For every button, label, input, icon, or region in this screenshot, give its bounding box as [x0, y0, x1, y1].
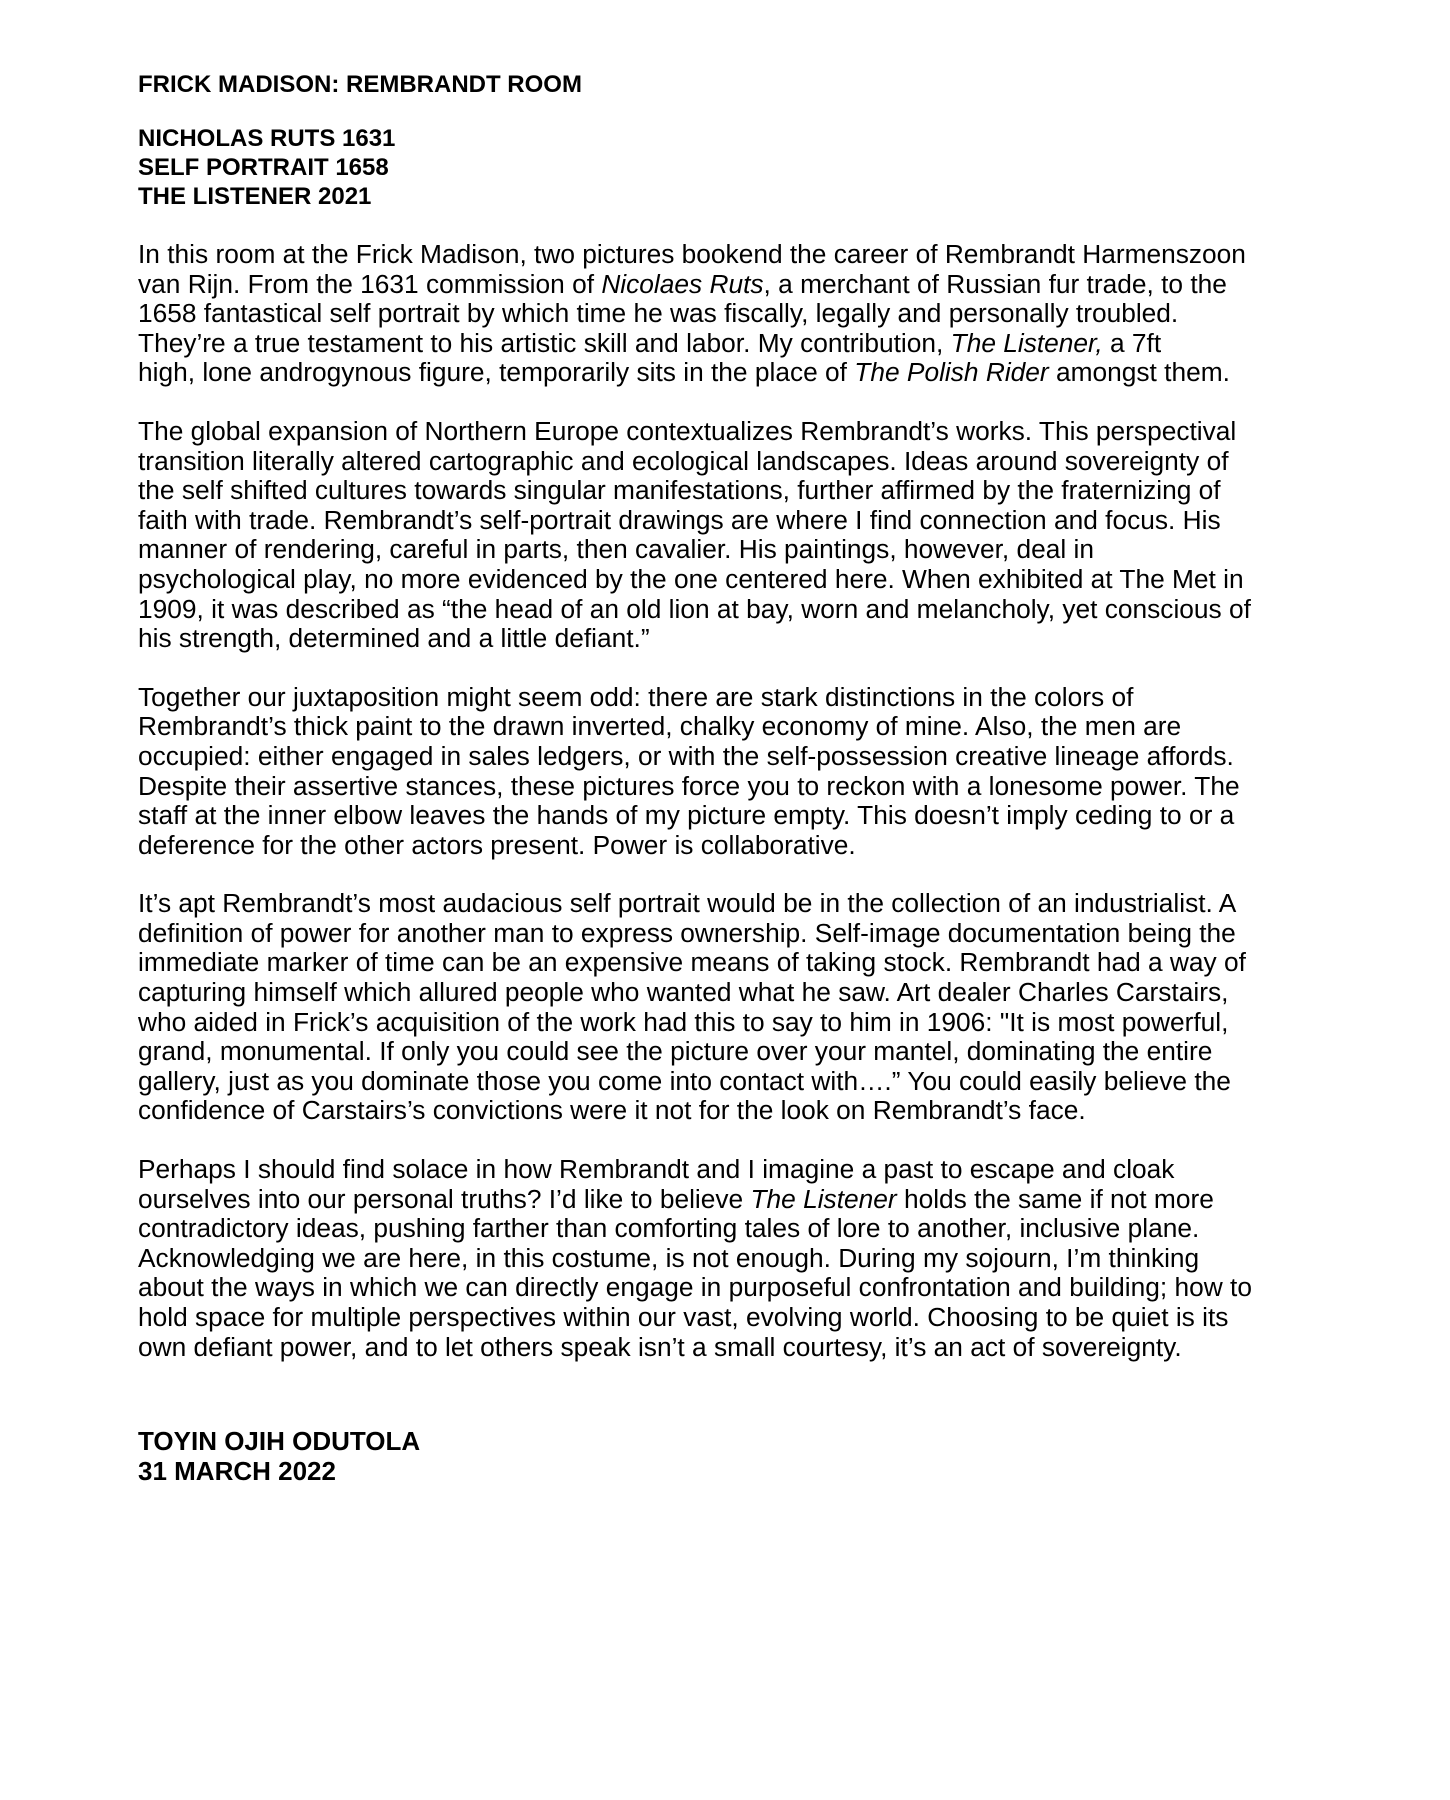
- paragraph-line: definition of power for another man to express ownership. Self-image documentation being the: [138, 917, 1236, 948]
- italic-title-the-listener: The Listener,: [950, 327, 1103, 358]
- text-run: ourselves into our personal truths? I’d like to believe: [138, 1183, 751, 1214]
- paragraph-line: occupied: either engaged in sales ledgers, or with the self-possession creative lineage affords.: [138, 740, 1234, 771]
- paragraph-line: own defiant power, and to let others speak isn’t a small courtesy, it’s an act of sovereignty.: [138, 1331, 1182, 1362]
- paragraph-line: psychological play, no more evidenced by the one centered here. When exhibited at The Met in: [138, 563, 1244, 594]
- paragraph-line: In this room at the Frick Madison, two pictures bookend the career of Rembrandt Harmenszoon: [138, 239, 1246, 269]
- paragraph-line: 1909, it was described as “the head of an old lion at bay, worn and melancholy, yet conscious of: [138, 593, 1251, 624]
- paragraph-line: [138, 270, 1313, 300]
- paragraph-line: deference for the other actors present. Power is collaborative.: [138, 829, 856, 860]
- italic-title-the-polish-rider: The Polish Rider: [854, 357, 1049, 388]
- paragraph-line: [138, 1185, 1313, 1215]
- paragraph-line: grand, monumental. If only you could see the picture over your mantel, dominating the entire: [138, 1036, 1213, 1067]
- paragraph-line: hold space for multiple perspectives within our vast, evolving world. Choosing to be quiet is its: [138, 1302, 1229, 1332]
- paragraph-5: [138, 1155, 1313, 1362]
- text-run: a 7ft: [1102, 327, 1162, 358]
- italic-title-nicolaes-ruts: Nicolaes Ruts: [601, 268, 764, 299]
- paragraph-line: faith with trade. Rembrandt’s self-portrait drawings are where I find connection and focus. His: [138, 504, 1221, 535]
- works-list: [138, 124, 1313, 211]
- paragraph-line: 1658 fantastical self portrait by which time he was fiscally, legally and personally troubled.: [138, 298, 1179, 329]
- text-run: van Rijn. From the 1631 commission of: [138, 268, 602, 299]
- paragraph-line: gallery, just as you dominate those you come into contact with….” You could easily believe the: [138, 1065, 1231, 1096]
- paragraph-line: confidence of Carstairs’s convictions were it not for the look on Rembrandt’s face.: [138, 1095, 1086, 1126]
- paragraph-4: [138, 889, 1313, 1126]
- signature-date: 31 MARCH 2022: [138, 1456, 336, 1487]
- text-run: high, lone androgynous figure, temporarily sits in the place of: [138, 357, 855, 388]
- paragraph-1: [138, 240, 1313, 388]
- paragraph-line: Rembrandt’s thick paint to the drawn inverted, chalky economy of mine. Also, the men are: [138, 711, 1182, 742]
- document-page: [138, 70, 1313, 1486]
- paragraph-line: manner of rendering, careful in parts, then cavalier. His paintings, however, deal in: [138, 534, 1094, 565]
- paragraph-line: his strength, determined and a little defiant.”: [138, 623, 650, 654]
- paragraph-line: Together our juxtaposition might seem odd: there are stark distinctions in the colors of: [138, 681, 1134, 712]
- work-item-nicholas-ruts: NICHOLAS RUTS 1631: [138, 125, 396, 152]
- paragraph-line: immediate marker of time can be an expensive means of taking stock. Rembrandt had a way of: [138, 947, 1246, 978]
- paragraph-line: [138, 358, 1313, 388]
- text-run: amongst them.: [1048, 357, 1230, 388]
- paragraph-line: contradictory ideas, pushing farther than comforting tales of lore to another, inclusive plane.: [138, 1213, 1200, 1244]
- work-item-self-portrait: SELF PORTRAIT 1658: [138, 154, 389, 181]
- paragraph-line: staff at the inner elbow leaves the hands of my picture empty. This doesn’t imply ceding to or a: [138, 800, 1235, 831]
- paragraph-line: the self shifted cultures towards singular manifestations, further affirmed by the fraternizing of: [138, 475, 1221, 506]
- signature-block: [138, 1426, 1313, 1486]
- paragraph-line: transition literally altered cartographic and ecological landscapes. Ideas around sovereignty of: [138, 445, 1229, 476]
- paragraph-line: capturing himself which allured people who wanted what he saw. Art dealer Charles Carstairs,: [138, 977, 1229, 1008]
- text-run: , a merchant of Russian fur trade, to the: [763, 268, 1227, 299]
- author-name: TOYIN OJIH ODUTOLA: [138, 1426, 421, 1457]
- text-run: They’re a true testament to his artistic skill and labor. My contribution,: [138, 327, 951, 358]
- italic-title-the-listener: The Listener: [750, 1183, 897, 1214]
- paragraph-line: The global expansion of Northern Europe contextualizes Rembrandt’s works. This perspectival: [138, 415, 1237, 446]
- paragraph-3: [138, 683, 1313, 861]
- paragraph-2: [138, 417, 1313, 654]
- work-item-the-listener: THE LISTENER 2021: [138, 183, 372, 210]
- paragraph-line: [138, 329, 1313, 359]
- paragraph-line: Despite their assertive stances, these pictures force you to reckon with a lonesome power. The: [138, 770, 1240, 801]
- page-title: FRICK MADISON: REMBRANDT ROOM: [138, 71, 582, 98]
- paragraph-line: about the ways in which we can directly engage in purposeful confrontation and building; how to: [138, 1272, 1252, 1303]
- text-run: holds the same if not more: [896, 1183, 1214, 1214]
- paragraph-line: It’s apt Rembrandt’s most audacious self portrait would be in the collection of an industrialist. A: [138, 888, 1237, 919]
- paragraph-line: Perhaps I should find solace in how Rembrandt and I imagine a past to escape and cloak: [138, 1154, 1175, 1185]
- paragraph-line: who aided in Frick’s acquisition of the work had this to say to him in 1906: "It is most powerful,: [138, 1006, 1229, 1037]
- paragraph-line: Acknowledging we are here, in this costume, is not enough. During my sojourn, I’m thinking: [138, 1242, 1200, 1273]
